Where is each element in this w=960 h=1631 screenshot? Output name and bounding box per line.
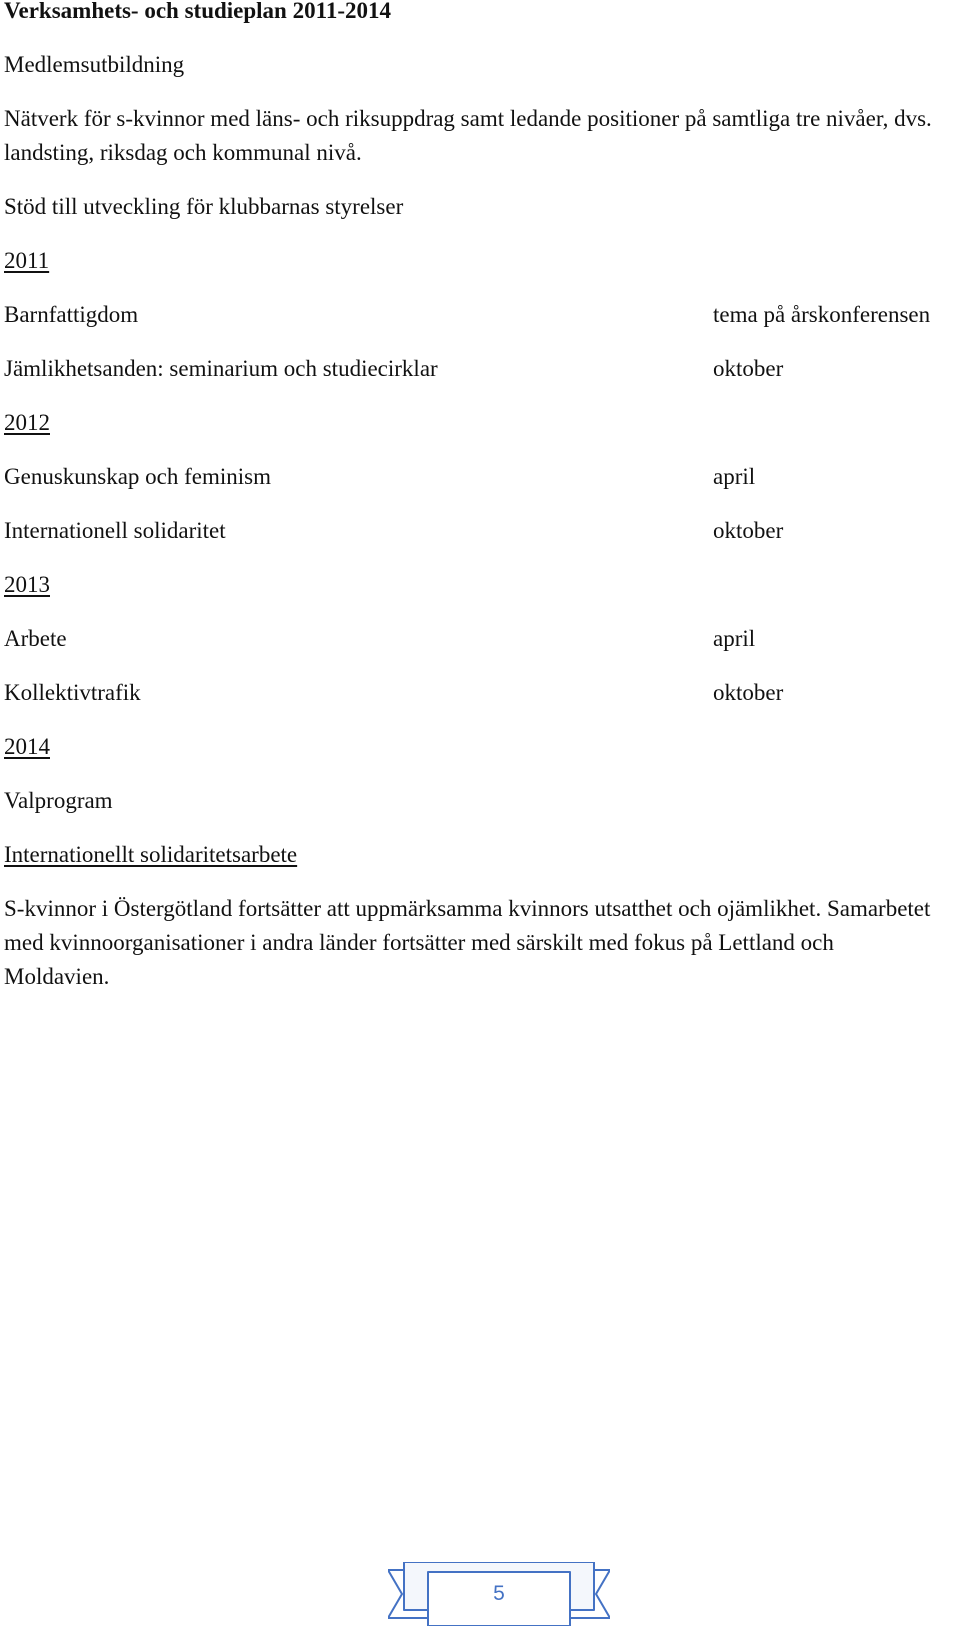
when-jamlikhetsanden: oktober <box>713 356 784 381</box>
page-number: 5 <box>493 1582 505 1605</box>
when-kollektivtrafik: oktober <box>713 680 784 705</box>
support-text: Stöd till utveckling för klubbarnas styrelser <box>4 194 404 219</box>
year-heading-2014: 2014 <box>4 734 50 759</box>
when-arbete: april <box>713 626 756 651</box>
year-heading-2012: 2012 <box>4 410 50 435</box>
when-internationell-solidaritet: oktober <box>713 518 784 543</box>
document-title: Verksamhets- och studieplan 2011-2014 <box>4 0 391 23</box>
topic-internationell-solidaritet: Internationell solidaritet <box>4 518 226 543</box>
page-number-footer <box>388 1562 610 1626</box>
year-heading-2013: 2013 <box>4 572 50 597</box>
topic-jamlikhetsanden: Jämlikhetsanden: seminarium och studiecirklar <box>4 356 438 381</box>
topic-arbete: Arbete <box>4 626 67 651</box>
topic-valprogram: Valprogram <box>4 788 113 813</box>
when-barnfattigdom: tema på årskonferensen <box>713 302 931 327</box>
international-heading: Internationellt solidaritetsarbete <box>4 842 298 867</box>
when-genuskunskap: april <box>713 464 756 489</box>
international-paragraph: S-kvinnor i Östergötland fortsätter att uppmärksamma kvinnors utsatthet och ojämlikhet. Samarbetet med kvinnoorganisationer i andra länder fortsätter med särskilt med fokus på Lettland och Moldavien. <box>4 896 931 989</box>
year-heading-2011: 2011 <box>4 248 50 273</box>
topic-genuskunskap: Genuskunskap och feminism <box>4 464 272 489</box>
section-heading: Medlemsutbildning <box>4 52 185 77</box>
topic-kollektivtrafik: Kollektivtrafik <box>4 680 141 705</box>
network-paragraph: Nätverk för s-kvinnor med läns- och riksuppdrag samt ledande positioner på samtliga tre nivåer, dvs. landsting, riksdag och kommunal nivå. <box>4 106 932 165</box>
topic-barnfattigdom: Barnfattigdom <box>4 302 139 327</box>
